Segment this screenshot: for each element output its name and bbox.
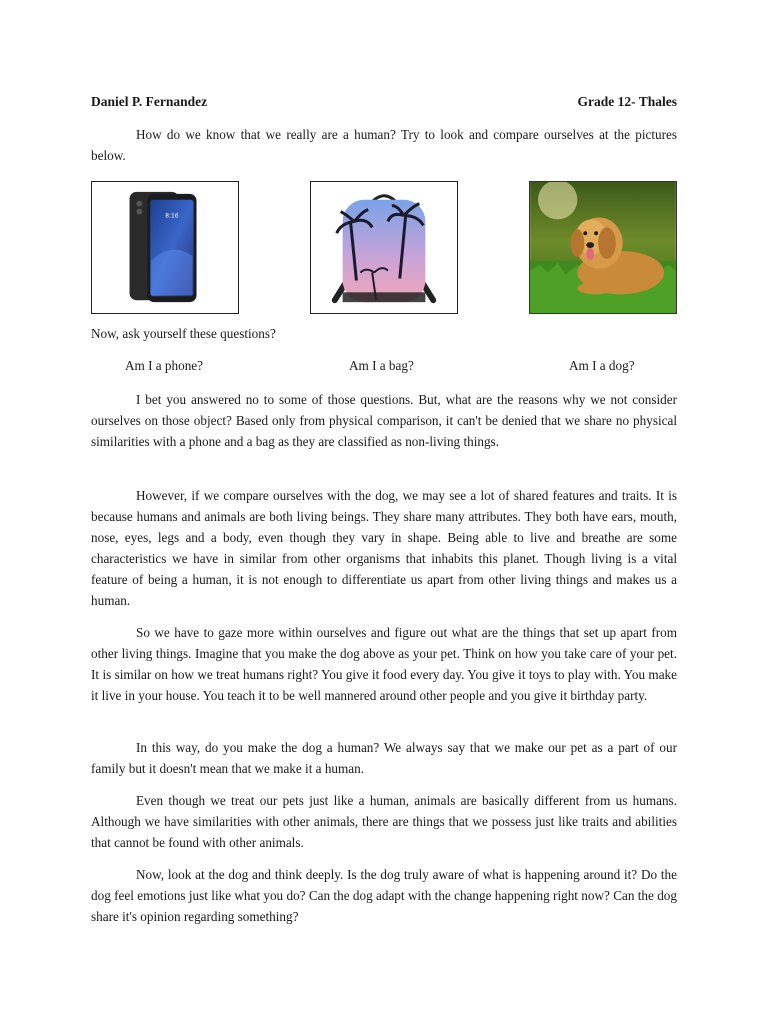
dog-illustration [530,182,676,313]
body-paragraph-2: However, if we compare ourselves with the dog, we may see a lot of shared features and traits. It is because humans and animals are both living beings. They share many attributes. They both have ears, mouth, nose, eyes, legs and a body, even though they vary in shape. Being able to live and breathe are some characteristics we have in similar from other organisms that inhabits this planet. Though living is a vital feature of being a human, it is not enough to differentiate us apart from other living things and makes us a human. [91,488,677,608]
intro-paragraph: How do we know that we really are a human? Try to look and compare ourselves at the pictures below. [91,127,677,163]
questions-prompt: Now, ask yourself these questions? [91,326,276,341]
backpack-illustration [311,182,457,313]
body-paragraph-4: In this way, do you make the dog a human? We always say that we make our pet as a part of our family but it doesn't mean that we make it a human. [91,740,677,776]
document-header [91,94,677,110]
body-paragraph-1: I bet you answered no to some of those questions. But, what are the reasons why we not consider ourselves on those object? Based only from physical comparison, it can't be denied that we share no physical similarities with a phone and a bag as they are classified as non-living things. [91,392,677,449]
bag-image [310,181,458,314]
question-phone: Am I a phone? [125,358,203,373]
dog-image [529,181,677,314]
phone-image [91,181,239,314]
question-bag: Am I a bag? [349,358,414,373]
phone-time: 8:16 [165,213,179,220]
phone-illustration [92,182,238,313]
body-paragraph-6: Now, look at the dog and think deeply. Is the dog truly aware of what is happening around it? Do the dog feel emotions just like what you do? Can the dog adapt with the change happening right now? Can the dog share it's opinion regarding something? [91,867,677,924]
body-paragraph-5: Even though we treat our pets just like a human, animals are basically different from us humans. Although we have similarities with other animals, there are things that we possess just like traits and abilities that cannot be found with other animals. [91,793,677,850]
author-name: Daniel P. Fernandez [91,94,208,109]
grade-section: Grade 12- Thales [577,94,677,109]
question-dog: Am I a dog? [569,358,635,373]
body-paragraph-3: So we have to gaze more within ourselves and figure out what are the things that set up apart from other living things. Imagine that you make the dog above as your pet. Think on how you take care of your pet. It is similar on how we treat humans right? You give it food every day. You give it toys to play with. You make it live in your house. You teach it to be well mannered around other people and you give it birthday party. [91,625,677,703]
